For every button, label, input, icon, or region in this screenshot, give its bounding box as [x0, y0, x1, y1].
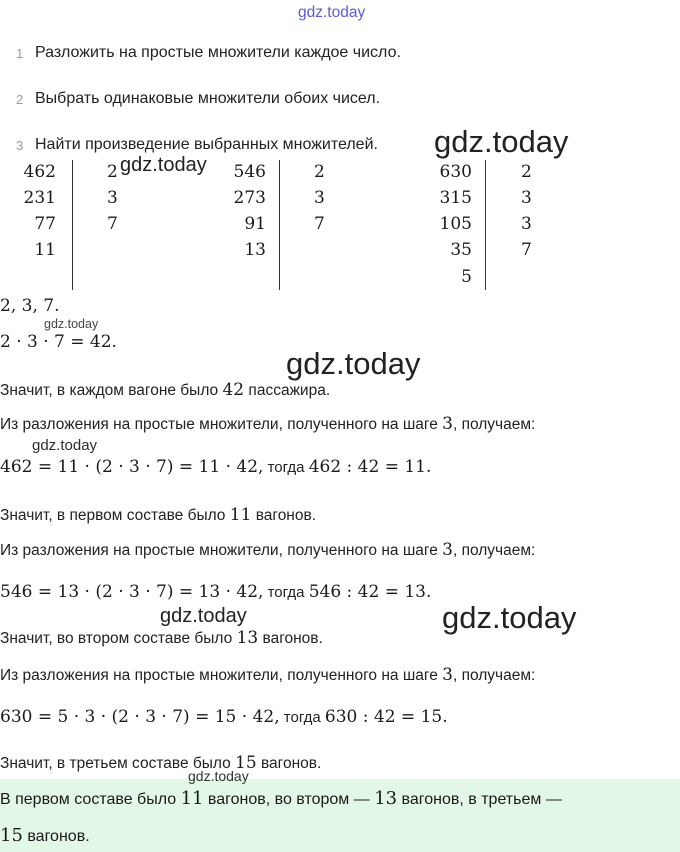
- factor-546-right-1: 3: [314, 188, 325, 208]
- step-2-number: 2: [16, 92, 24, 107]
- passengers-value: 42: [222, 380, 245, 400]
- factor-630-left-4: 5: [461, 267, 472, 287]
- concl2-value: 13: [236, 628, 259, 648]
- calc1-then: тогда: [263, 459, 309, 476]
- answer-value-3: 15: [0, 825, 23, 846]
- step-1-number: 1: [16, 46, 24, 61]
- conclusion-line-1: [0, 505, 316, 525]
- calc3-formula: 630 = 5 · 3 · (2 · 3 · 7) = 15 · 42,: [0, 707, 280, 727]
- conclusion-line-2: [0, 628, 323, 648]
- from-step-value: 3: [442, 665, 453, 685]
- answer-line-2: [0, 825, 90, 846]
- step-3-text: Найти произведение выбранных множителей.: [35, 136, 378, 153]
- factor-546-left-2: 91: [244, 214, 266, 234]
- from-step-suffix: , получаем:: [452, 416, 536, 433]
- step-1-text: Разложить на простые множители каждое число.: [35, 44, 401, 61]
- watermark-calc1: gdz.today: [32, 437, 98, 454]
- concl3-suffix: вагонов.: [256, 755, 322, 772]
- factor-630-right-3: 7: [521, 240, 532, 260]
- calc1-formula: 462 = 11 · (2 · 3 · 7) = 11 · 42,: [0, 457, 264, 477]
- factor-462-right-2: 7: [107, 214, 118, 234]
- concl2-suffix: вагонов.: [258, 630, 323, 647]
- watermark-step3: gdz.today: [434, 124, 569, 159]
- from-step-value: 3: [442, 540, 453, 560]
- from-step-suffix: , получаем:: [452, 542, 536, 559]
- concl2-prefix: Значит, во втором составе было: [0, 630, 237, 647]
- step-3-number: 3: [16, 138, 24, 153]
- calc2-formula: 546 = 13 · (2 · 3 · 7) = 13 · 42,: [0, 582, 264, 602]
- factor-462-divider: [72, 160, 73, 290]
- passengers-line: [0, 380, 330, 400]
- factor-462-left-1: 231: [23, 188, 56, 208]
- factor-546-right-2: 7: [314, 214, 325, 234]
- answer-part-b: вагонов, во втором —: [203, 791, 375, 808]
- watermark-calc2: gdz.today: [160, 605, 247, 627]
- from-step-prefix: Из разложения на простые множители, полученного на шаге: [0, 542, 443, 559]
- passengers-suffix: пассажира.: [244, 382, 331, 399]
- watermark-top: gdz.today: [298, 4, 366, 21]
- factor-546-right-0: 2: [314, 162, 325, 182]
- factor-546-left-1: 273: [233, 188, 266, 208]
- factor-462-right-0: 2: [107, 162, 118, 182]
- product-equation: 2 · 3 · 7 = 42.: [0, 332, 117, 352]
- watermark-right: gdz.today: [442, 600, 577, 635]
- factor-630-left-2: 105: [439, 214, 472, 234]
- factor-630-left-1: 315: [439, 188, 472, 208]
- answer-line-1: [0, 788, 562, 809]
- factor-546-left-3: 13: [244, 240, 266, 260]
- concl3-value: 15: [235, 753, 257, 773]
- watermark-answer: gdz.today: [188, 768, 249, 784]
- calc2-result: 546 : 42 = 13.: [308, 582, 432, 602]
- calc-line-1: [0, 457, 431, 477]
- calc2-then: тогда: [263, 584, 309, 601]
- factor-630-right-2: 3: [521, 214, 532, 234]
- watermark-factor: gdz.today: [120, 154, 207, 176]
- concl1-value: 11: [229, 505, 252, 525]
- calc-line-3: [0, 707, 448, 727]
- factor-630-left-3: 35: [450, 240, 472, 260]
- calc1-result: 462 : 42 = 11.: [308, 457, 432, 477]
- from-step-line-1: [0, 414, 535, 434]
- factor-546-left-0: 546: [233, 162, 266, 182]
- factor-546-divider: [279, 160, 280, 290]
- from-step-prefix: Из разложения на простые множители, полученного на шаге: [0, 667, 443, 684]
- answer-part-c: вагонов, в третьем —: [397, 791, 562, 808]
- from-step-line-3: [0, 665, 535, 685]
- from-step-prefix: Из разложения на простые множители, полученного на шаге: [0, 416, 443, 433]
- watermark-product: gdz.today: [44, 317, 99, 331]
- factor-462-left-0: 462: [23, 162, 56, 182]
- factor-462-left-3: 11: [34, 240, 56, 260]
- concl3-prefix: Значит, в третьем составе было: [0, 755, 236, 772]
- from-step-line-2: [0, 540, 535, 560]
- answer-box: [0, 779, 680, 852]
- answer-part-d: вагонов.: [22, 828, 90, 845]
- common-factors: 2, 3, 7.: [0, 296, 60, 316]
- factor-630-right-0: 2: [521, 162, 532, 182]
- from-step-suffix: , получаем:: [452, 667, 536, 684]
- concl1-suffix: вагонов.: [251, 507, 317, 524]
- factor-630-left-0: 630: [439, 162, 472, 182]
- answer-part-a: В первом составе было: [0, 791, 181, 808]
- calc3-then: тогда: [279, 709, 325, 726]
- calc3-result: 630 : 42 = 15.: [324, 707, 448, 727]
- answer-value-1: 11: [180, 788, 204, 809]
- factor-462-left-2: 77: [34, 214, 56, 234]
- factor-630-right-1: 3: [521, 188, 532, 208]
- step-2-text: Выбрать одинаковые множители обоих чисел.: [35, 90, 381, 107]
- factor-462-right-1: 3: [107, 188, 118, 208]
- answer-value-2: 13: [374, 788, 398, 809]
- calc-line-2: [0, 582, 431, 602]
- from-step-value: 3: [442, 414, 453, 434]
- concl1-prefix: Значит, в первом составе было: [0, 507, 230, 524]
- watermark-middle: gdz.today: [286, 346, 421, 381]
- factor-630-divider: [485, 160, 486, 290]
- conclusion-line-3: [0, 753, 321, 773]
- passengers-prefix: Значит, в каждом вагоне было: [0, 382, 223, 399]
